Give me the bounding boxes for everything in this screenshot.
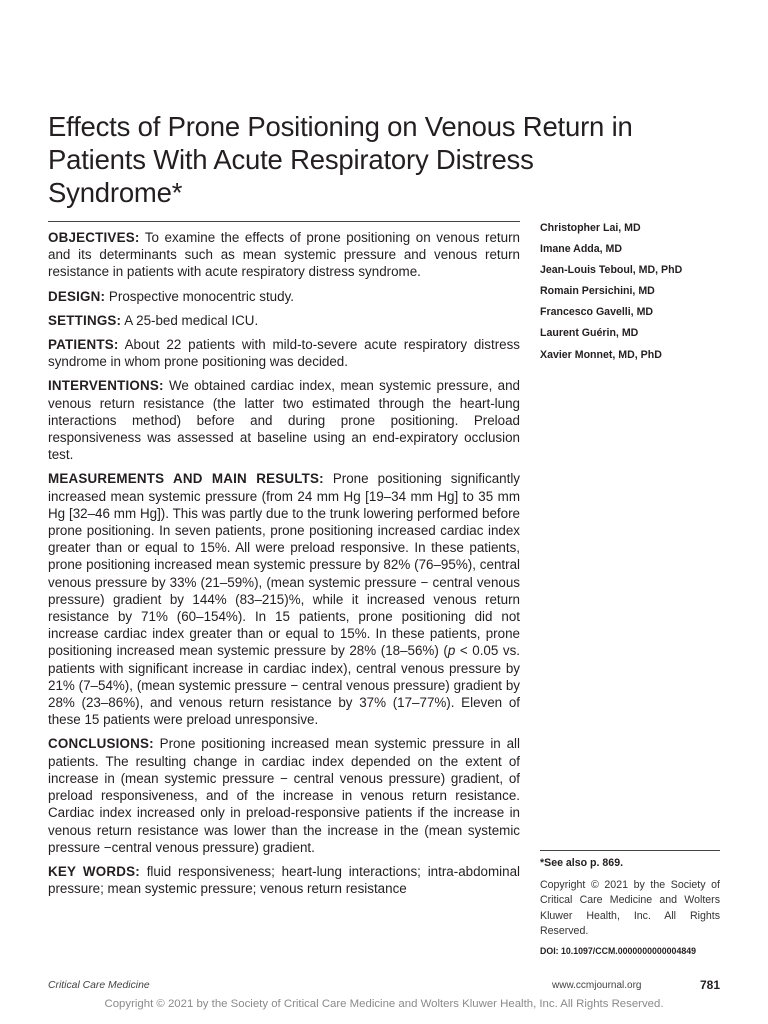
- doi: DOI: 10.1097/CCM.0000000000004849: [540, 946, 697, 957]
- objectives-text: To examine the effects of prone positioning on venous return and its determinants such as mean systemic pressure and venous return resistance in patients with acute respiratory distress syndrome.: [48, 230, 520, 280]
- author-name: Romain Persichini, MD: [540, 285, 655, 298]
- conclusions-text: Prone positioning increased mean systemic pressure in all patients. The resulting change in cardiac index depended on the extent of increase in (mean systemic pressure − central venous pressure) gradient, of preload responsiveness, and of the increase in venous return resistance. Cardiac index increased only in preload-responsive patients if the increase in venous return resistance was lower than the increase in the (mean systemic pressure −central venous pressure) gradient.: [48, 736, 520, 855]
- author-name: Imane Adda, MD: [540, 243, 623, 256]
- results-text-b: < 0.05 vs. patients with significant increase in cardiac index), central venous pressure by 21% (7–54%), (mean systemic pressure − central venous pressure) gradient by 28% (23–86%), and venous return resistance by 37% (17–77%). Eleven of these 15 patients were preload unresponsive.: [48, 643, 521, 728]
- interventions-label: INTERVENTIONS:: [48, 378, 164, 394]
- author-name: Christopher Lai, MD: [540, 222, 641, 234]
- author-list: [540, 218, 740, 366]
- abstract-conclusions: [48, 735, 520, 855]
- journal-name: Critical Care Medicine: [48, 980, 150, 991]
- design-text: Prospective monocentric study.: [105, 288, 294, 304]
- article-title: Effects of Prone Positioning on Venous Return in Patients With Acute Respiratory Distress Syndrome*: [48, 111, 633, 208]
- abstract-patients: [48, 336, 520, 370]
- settings-label: SETTINGS:: [48, 312, 122, 328]
- results-text-a: Prone positioning significantly increased mean systemic pressure (from 24 mm Hg [19–34 mm Hg] to 35 mm Hg [32–46 mm Hg]). This was partly due to the trunk lowering performed before prone positioning. In seven patients, prone positioning increased cardiac index greater than or equal to 15%. All were preload responsive. In these patients, prone positioning increased mean systemic pressure by 82% (76–95%), central venous pressure by 33% (21–59%), (mean systemic pressure − central venous pressure) gradient by 144% (83–215)%, while it increased venous return resistance by 71% (60–154%). In 15 patients, prone positioning did not increase cardiac index greater than or equal to 15%. In these patients, prone positioning increased mean systemic pressure by 28% (18–56%) (: [48, 471, 520, 659]
- abstract-keywords: [48, 863, 520, 897]
- abstract-interventions: [48, 377, 520, 463]
- abstract-design: [48, 288, 520, 305]
- sidebar-notes: [540, 850, 720, 958]
- results-label: MEASUREMENTS AND MAIN RESULTS:: [48, 471, 324, 487]
- settings-text: A 25-bed medical ICU.: [121, 312, 259, 328]
- objectives-label: OBJECTIVES:: [48, 230, 140, 245]
- keywords-label: KEY WORDS:: [48, 863, 140, 879]
- interventions-text: We obtained cardiac index, mean systemic pressure, and venous return resistance (the latter two estimated through the heart-lung interactions method) before and during prone positioning. Preload responsiveness was assessed at baseline using an end-expiratory occlusion test.: [48, 378, 520, 463]
- see-also-note: *See also p. 869.: [540, 857, 624, 869]
- title-divider: [48, 221, 520, 222]
- design-label: DESIGN:: [48, 288, 106, 304]
- author-name: Jean-Louis Teboul, MD, PhD: [540, 264, 683, 277]
- results-p-symbol: p: [447, 643, 456, 659]
- patients-text: About 22 patients with mild-to-severe acute respiratory distress syndrome in whom prone positioning was decided.: [48, 337, 520, 370]
- conclusions-label: CONCLUSIONS:: [48, 736, 154, 752]
- page-number: 781: [700, 978, 721, 992]
- abstract-results: [48, 470, 520, 728]
- abstract: [48, 229, 520, 904]
- author-name: Francesco Gavelli, MD: [540, 306, 654, 319]
- abstract-settings: [48, 312, 520, 329]
- patients-label: PATIENTS:: [48, 337, 119, 353]
- journal-url[interactable]: www.ccmjournal.org: [552, 980, 642, 991]
- author-name: Xavier Monnet, MD, PhD: [540, 348, 662, 361]
- footer-copyright: Copyright © 2021 by the Society of Critical Care Medicine and Wolters Kluwer Health, Inc. All Rights Reserved.: [104, 998, 664, 1010]
- sidebar-copyright: Copyright © 2021 by the Society of Critical Care Medicine and Wolters Kluwer Health, Inc. All Rights Reserved.: [540, 879, 720, 937]
- keywords-text: fluid responsiveness; heart-lung interactions; intra-abdominal pressure; mean systemic pressure; venous return resistance: [48, 863, 520, 897]
- author-name: Laurent Guérin, MD: [540, 327, 639, 340]
- abstract-objectives: [48, 229, 520, 281]
